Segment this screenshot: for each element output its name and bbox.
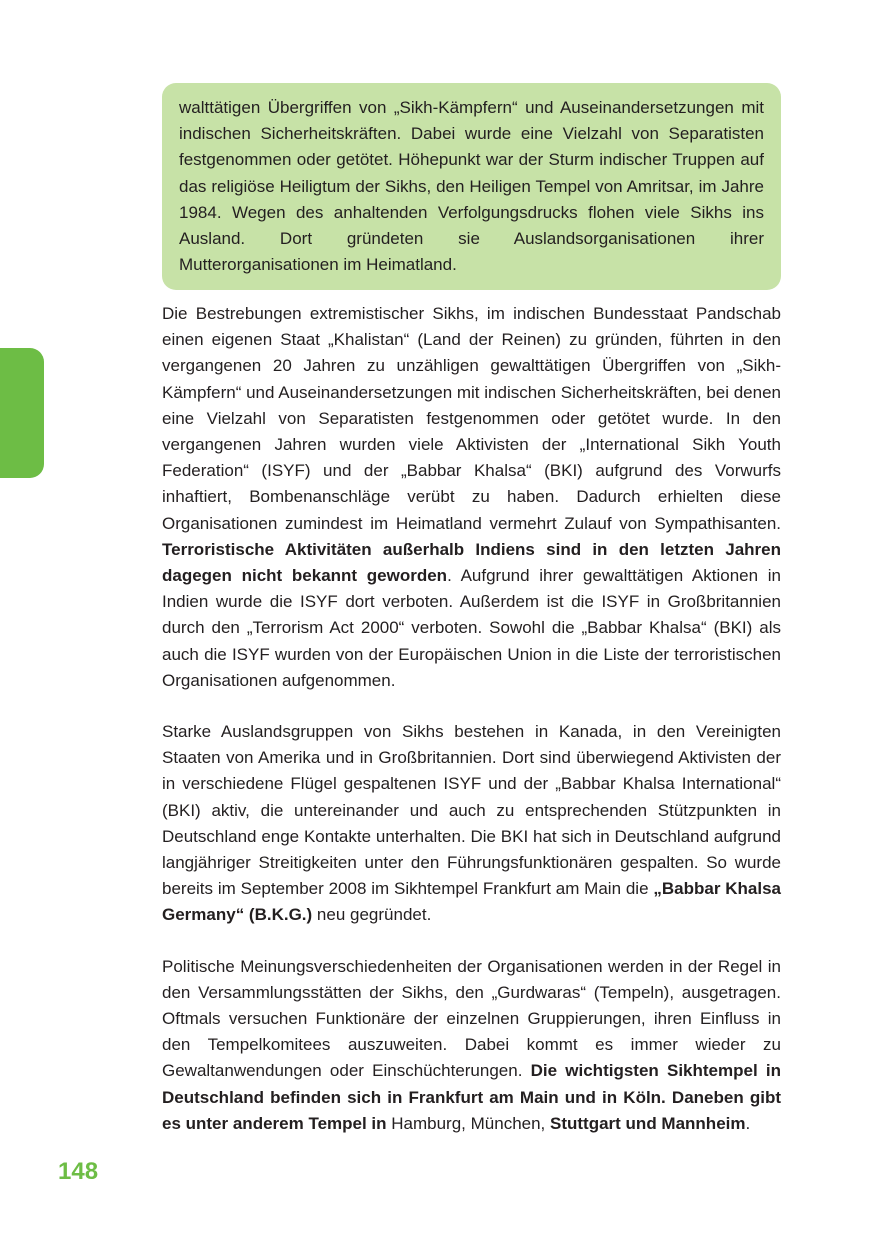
paragraph-2-text-a: Starke Auslandsgruppen von Sikhs bestehen in Kanada, in den Vereinigten Staaten von Amerika und in Großbritannien. Dort sind überwiegend Aktivisten der in verschiedene Flügel gespaltenen ISYF und der „Babbar Khalsa International“ (BKI) aktiv, die untereinander und auch zu entsprechenden Stützpunkten in Deutschland enge Kontakte unterhalten. Die BKI hat sich in Deutschland aufgrund langjähriger Streitigkeiten unter den Führungsfunktionären gespalten. So wurde bereits im September 2008 im Sikhtempel Frankfurt am Main die [162,722,781,899]
paragraph-2 [162,719,781,929]
paragraph-3-text-c: Hamburg, München, [386,1113,550,1133]
info-box [162,83,781,290]
paragraph-1-bold: Terroristische Aktivitäten außerhalb Indiens sind in den letzten Jahren dagegen nicht bekannt geworden [162,539,781,586]
paragraph-1 [162,301,781,694]
paragraph-3-text-a: Politische Meinungsverschiedenheiten der Organisationen werden in der Regel in den Versammlungsstätten der Sikhs, den „Gurdwaras“ (Tempeln), ausgetragen. Oftmals versuchen Funktionäre der einzelnen Gruppierungen, ihren Einfluss in den Tempelkomitees auszuweiten. Dabei kommt es immer wieder zu Gewaltanwendungen oder Einschüchterungen. [162,956,781,1081]
paragraph-1-text-c: . Aufgrund ihrer gewalttätigen Aktionen in Indien wurde die ISYF dort verboten. Außerdem ist die ISYF in Großbritannien durch den „Terrorism Act 2000“ verboten. Sowohl die „Babbar Khalsa“ (BKI) als auch die ISYF wurden von der Europäischen Union in die Liste der terroristischen Organisationen aufgenommen. [162,566,781,690]
paragraph-3-bold: Die wichtigsten Sikhtempel in Deutschland befinden sich in Frankfurt am Main und in Köln. Daneben gibt es unter anderem Tempel in [162,1061,781,1133]
paragraph-2-text-c: neu gegründet. [312,905,432,925]
paragraph-2-bold: „Babbar Khalsa Germany“ (B.K.G.) [162,879,781,925]
paragraph-1-text-a: Die Bestrebungen extremistischer Sikhs, im indischen Bundesstaat Pandschab einen eigenen Staat „Khalistan“ (Land der Reinen) zu gründen, führten in den vergangenen 20 Jahren zu unzähligen gewalttätigen Übergriffen von „Sikh-Kämpfern“ und Auseinandersetzungen mit indischen Sicherheitskräften, bei denen eine Vielzahl von Separatisten festgenommen oder getötet wurde. In den vergangenen Jahren wurden viele Aktivisten der „International Sikh Youth Federation“ (ISYF) und der „Babbar Khalsa“ (BKI) aufgrund des Vorwurfs inhaftiert, Bombenanschläge verübt zu haben. Dadurch erhielten diese Organisationen zumindest im Heimatland vermehrt Zulauf von Sympathisanten. [162,304,781,533]
chapter-tab-marker [0,348,44,478]
paragraph-3 [162,954,781,1137]
main-text [162,301,781,1162]
page-number: 148 [58,1158,99,1185]
info-box-text: walttätigen Übergriffen von „Sikh-Kämpfern“ und Auseinandersetzungen mit indischen Sicherheitskräften. Dabei wurde eine Vielzahl von Separatisten festgenommen oder getötet. Höhepunkt war der Sturm indischer Truppen auf das religiöse Heiligtum der Sikhs, den Heiligen Tempel von Amritsar, im Jahre 1984. Wegen des anhaltenden Verfolgungsdrucks flohen viele Sikhs ins Ausland. Dort gründeten sie Auslandsorganisationen ihrer Mutterorganisationen im Heimatland. [179,98,764,275]
paragraph-3-bold-2: Stuttgart und Mannheim [550,1113,746,1133]
paragraph-3-text-e: . [745,1113,751,1133]
